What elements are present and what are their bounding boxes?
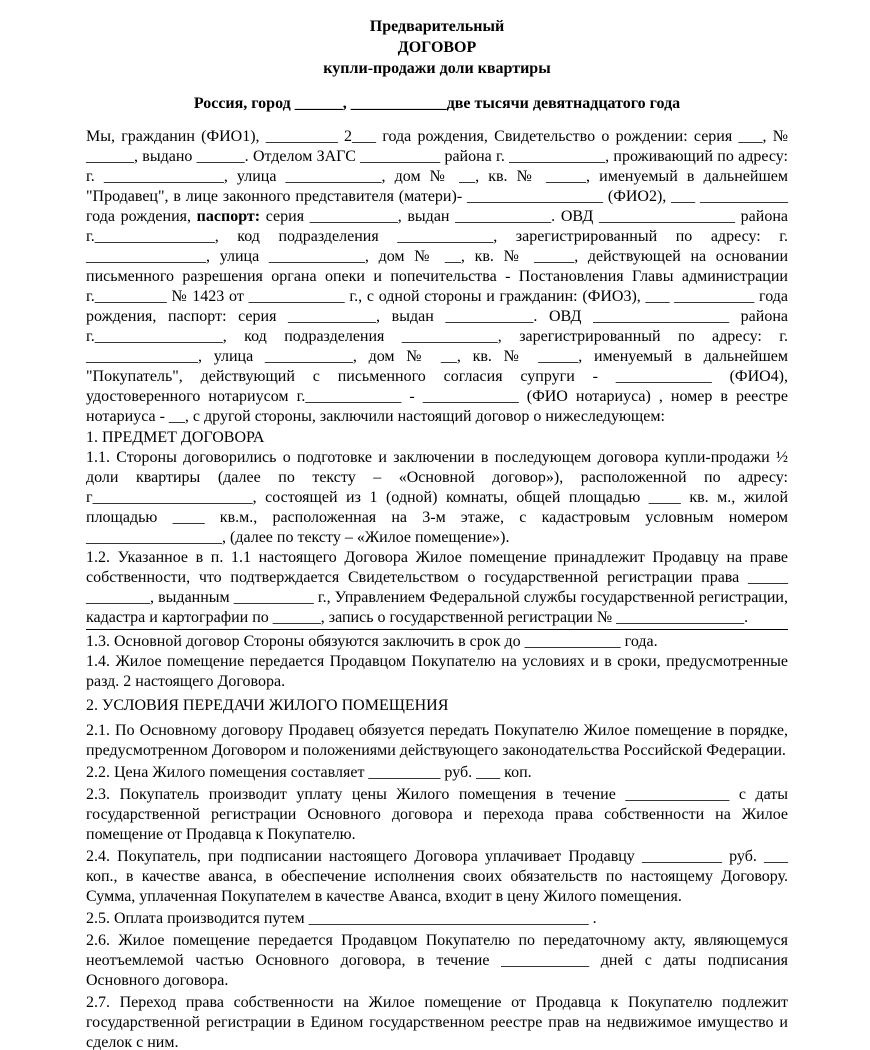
title-line-subject: купли-продажи доли квартиры bbox=[323, 60, 551, 77]
clause-2-4: 2.4. Покупатель, при подписании настоящего Договора уплачивает Продавцу __________ руб. ___ коп., в качестве аванса, в обеспечение исполнения своих обязательств по настоящему Договору. Сумма, уплаченная Покупателем в качестве Аванса, входит в цену Жилого помещения. bbox=[86, 848, 788, 905]
clause-1-4: 1.4. Жилое помещение передается Продавцом Покупателю на условиях и в сроки, предусмотренные разд. 2 настоящего Договора. bbox=[86, 653, 788, 690]
divider-line bbox=[86, 629, 788, 630]
clause-2-3: 2.3. Покупатель производит уплату цены Жилого помещения в течение _____________ с даты государственной регистрации Основного договора и перехода права собственности на Жилое помещение от Продавца к Покупателю. bbox=[86, 786, 788, 843]
parties-intro-paragraph: Мы, гражданин (ФИО1), _________ 2___ года рождения, Свидетельство о рождении: серия ___, № ______, выдано ______. Отделом ЗАГС __________ района г. ____________, проживающий по адресу: г. _______________, улица ____________, дом № __, кв. № _____, именуемый в дальнейшем "Продавец", в лице законного представителя (матери)- _________________ (ФИО2), ___ ___________ года рождения, паспорт: серия ___________, выдан ____________. ОВД _________________ района г._______________, код подразделения ____________, зарегистрированный по адресу: г. _______________, улица ____________, дом № __, кв. № _____, действующей на основании письменного разрешения органа опеки и попечительства - Постановления Главы администрации г._________ № 1423 от ____________ г., с одной стороны и гражданин: (ФИО3), ___ __________ года рождения, паспорт: серия ___________, выдан ___________. ОВД _________________ района г.________________, код подразделения ____________, зарегистрированный по адресу: г. ______________, улица ___________, дом № __, кв. № _____, именуемый в дальнейшем "Покупатель", действующий с письменного согласия супруги - ____________ (ФИО4), удостоверенного нотариусом г.____________ - ____________ (ФИО нотариуса) , номер в реестре нотариуса - __, с другой стороны, заключили настоящий договор о нижеследующем: bbox=[86, 128, 788, 425]
section-1-subject bbox=[86, 427, 788, 692]
section-2-heading: 2. УСЛОВИЯ ПЕРЕДАЧИ ЖИЛОГО ПОМЕЩЕНИЯ bbox=[86, 697, 449, 714]
document-title-block bbox=[86, 16, 788, 79]
title-line-contract: ДОГОВОР bbox=[397, 39, 477, 56]
clause-2-2: 2.2. Цена Жилого помещения составляет _________ руб. ___ коп. bbox=[86, 764, 532, 781]
title-line-preliminary: Предварительный bbox=[369, 18, 505, 35]
clause-1-2: 1.2. Указанное в п. 1.1 настоящего Договора Жилое помещение принадлежит Продавцу на праве собственности, что подтверждается Свидетельством о государственной регистрации права _____ ________, выданным __________ г., Управлением Федеральной службы государственной регистрации, кадастра и картографии по ______, запись о государственной регистрации № ________________. bbox=[86, 549, 788, 626]
clause-2-1: 2.1. По Основному договору Продавец обязуется передать Покупателю Жилое помещение в порядке, предусмотренном Договором и положениями действующего законодательства Российской Федерации. bbox=[86, 722, 788, 759]
clause-1-1: 1.1. Стороны договорились о подготовке и заключении в последующем договора купли-продажи ½ доли квартиры (далее по тексту – «Основной договор»), расположенной по адресу: г____________________, состоящей из 1 (одной) комнаты, общей площадью ____ кв. м., жилой площадью ____ кв.м., расположенная на 3-м этаже, с кадастровым условным номером _________________, (далее по тексту – «Жилое помещение»). bbox=[86, 449, 788, 546]
clause-2-7: 2.7. Переход права собственности на Жилое помещение от Продавца к Покупателю подлежит государственной регистрации в Едином государственном реестре прав на недвижимое имущество и сделок с ним. bbox=[86, 994, 788, 1050]
date-place-line: Россия, город ______, ____________две тысячи девятнадцатого года bbox=[193, 95, 681, 112]
clause-2-5: 2.5. Оплата производится путем ___________________________________ . bbox=[86, 910, 597, 927]
section-2-transfer-terms bbox=[86, 695, 788, 1050]
clause-1-3: 1.3. Основной договор Стороны обязуются заключить в срок до ____________ года. bbox=[86, 633, 658, 650]
clause-2-6: 2.6. Жилое помещение передается Продавцом Покупателю по передаточному акту, являющемуся неотъемлемой частью Основного договора, в течение ___________ дней с даты подписания Основного договора. bbox=[86, 932, 788, 989]
section-1-heading: 1. ПРЕДМЕТ ДОГОВОРА bbox=[86, 429, 265, 446]
